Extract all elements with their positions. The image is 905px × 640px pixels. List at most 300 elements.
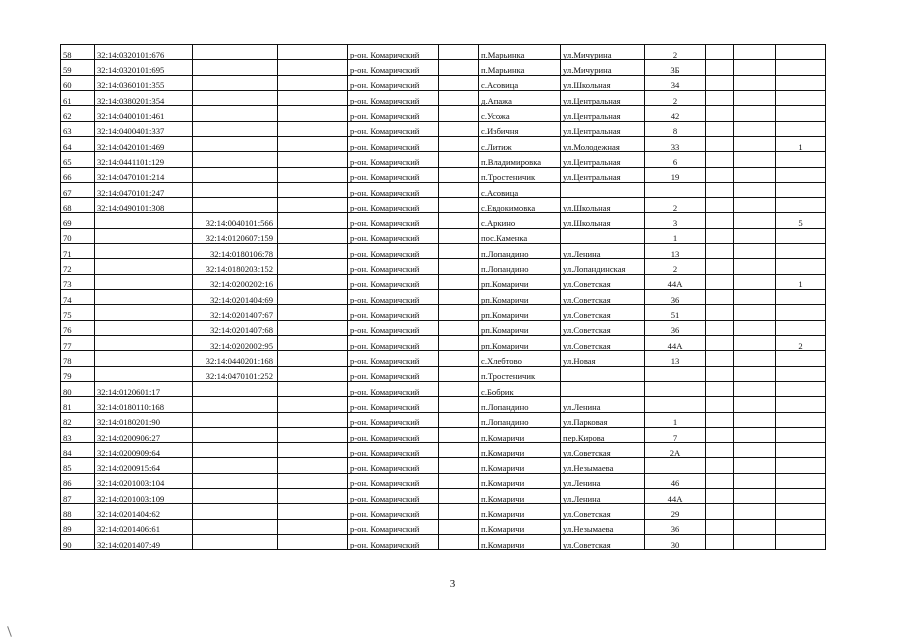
cell-num: 74 (61, 290, 95, 305)
cell-c8: 1 (645, 412, 706, 427)
cell-c1: 32:14:0490101:308 (95, 198, 193, 213)
cell-c10 (734, 198, 776, 213)
cell-c10 (734, 228, 776, 243)
cell-num: 89 (61, 519, 95, 534)
cell-c4: р-он. Комаричский (348, 427, 439, 442)
table-row (61, 60, 826, 75)
cell-c2 (193, 152, 278, 167)
cell-c1 (95, 366, 193, 381)
cell-c10 (734, 213, 776, 228)
cell-c6: с.Аркино (479, 213, 561, 228)
margin-mark (7, 626, 12, 637)
cell-c5 (439, 535, 479, 550)
cell-c7: ул.Школьная (561, 75, 645, 90)
cell-c7: ул.Центральная (561, 167, 645, 182)
cell-num: 71 (61, 244, 95, 259)
cell-c11 (776, 45, 826, 60)
cell-c1 (95, 351, 193, 366)
cell-c10 (734, 351, 776, 366)
cell-num: 87 (61, 489, 95, 504)
cell-num: 59 (61, 60, 95, 75)
cell-c4: р-он. Комаричский (348, 473, 439, 488)
cell-c6: д.Апажа (479, 90, 561, 105)
cell-c7: ул.Школьная (561, 213, 645, 228)
cell-c2 (193, 381, 278, 396)
cell-num: 62 (61, 106, 95, 121)
cell-c6: с.Усожа (479, 106, 561, 121)
cell-c11 (776, 458, 826, 473)
cell-c6: с.Избичня (479, 121, 561, 136)
cell-c7: ул.Советская (561, 274, 645, 289)
cell-num: 73 (61, 274, 95, 289)
table-row (61, 213, 826, 228)
cell-c1: 32:14:0470101:214 (95, 167, 193, 182)
cell-c8: 2 (645, 90, 706, 105)
cell-c11 (776, 381, 826, 396)
cell-c4: р-он. Комаричский (348, 274, 439, 289)
cell-c3 (278, 366, 348, 381)
table-row (61, 458, 826, 473)
cell-c6: пос.Каменка (479, 228, 561, 243)
cell-c8 (645, 381, 706, 396)
cell-c9 (706, 535, 734, 550)
cell-num: 88 (61, 504, 95, 519)
cell-c9 (706, 75, 734, 90)
cell-c10 (734, 152, 776, 167)
cell-c3 (278, 335, 348, 350)
cell-c3 (278, 443, 348, 458)
cell-c2: 32:14:0202002:95 (193, 335, 278, 350)
cell-c2: 32:14:0201407:67 (193, 305, 278, 320)
cell-c1: 32:14:0201003:104 (95, 473, 193, 488)
cell-c10 (734, 504, 776, 519)
cell-c2 (193, 443, 278, 458)
table-row (61, 351, 826, 366)
cell-c4: р-он. Комаричский (348, 45, 439, 60)
cell-c5 (439, 167, 479, 182)
cell-c4: р-он. Комаричский (348, 198, 439, 213)
cell-c11 (776, 106, 826, 121)
cell-c7: пер.Кирова (561, 427, 645, 442)
cell-c4: р-он. Комаричский (348, 167, 439, 182)
cell-c5 (439, 320, 479, 335)
cell-num: 84 (61, 443, 95, 458)
cell-c9 (706, 427, 734, 442)
table-row (61, 335, 826, 350)
cell-c1: 32:14:0320101:695 (95, 60, 193, 75)
cell-c7: ул.Парковая (561, 412, 645, 427)
cell-c1: 32:14:0420101:469 (95, 136, 193, 151)
table-row (61, 504, 826, 519)
cell-c6: п.Лопандино (479, 244, 561, 259)
cell-c7: ул.Новая (561, 351, 645, 366)
cell-c5 (439, 397, 479, 412)
cell-c3 (278, 473, 348, 488)
cell-c4: р-он. Комаричский (348, 504, 439, 519)
cell-c10 (734, 182, 776, 197)
cell-c3 (278, 504, 348, 519)
cell-c2: 32:14:0201404:69 (193, 290, 278, 305)
table-row (61, 90, 826, 105)
cell-c4: р-он. Комаричский (348, 290, 439, 305)
cell-c8: 36 (645, 320, 706, 335)
cell-c9 (706, 320, 734, 335)
cell-c10 (734, 106, 776, 121)
cell-num: 75 (61, 305, 95, 320)
cell-c5 (439, 90, 479, 105)
cell-c2 (193, 473, 278, 488)
cell-c4: р-он. Комаричский (348, 75, 439, 90)
cell-c6: п.Комаричи (479, 427, 561, 442)
cell-c1: 32:14:0400401:337 (95, 121, 193, 136)
cell-c9 (706, 381, 734, 396)
cell-c3 (278, 320, 348, 335)
cell-c11 (776, 244, 826, 259)
cell-c1 (95, 290, 193, 305)
cell-c3 (278, 427, 348, 442)
cell-c4: р-он. Комаричский (348, 213, 439, 228)
cell-num: 77 (61, 335, 95, 350)
cell-c2: 32:14:0440201:168 (193, 351, 278, 366)
cell-c5 (439, 45, 479, 60)
cell-c11 (776, 366, 826, 381)
table-row (61, 412, 826, 427)
cell-c8: 2А (645, 443, 706, 458)
table-row (61, 305, 826, 320)
table-row (61, 290, 826, 305)
cell-c2 (193, 182, 278, 197)
cell-c11 (776, 535, 826, 550)
cell-c7: ул.Центральная (561, 121, 645, 136)
cell-c2: 32:14:0040101:566 (193, 213, 278, 228)
cell-c6: п.Комаричи (479, 443, 561, 458)
cell-c6: рп.Комаричи (479, 320, 561, 335)
cell-c11 (776, 259, 826, 274)
cell-c2 (193, 45, 278, 60)
cell-c1: 32:14:0400101:461 (95, 106, 193, 121)
cell-c6: с.Бобрик (479, 381, 561, 396)
cell-c5 (439, 198, 479, 213)
cell-c3 (278, 351, 348, 366)
cell-c9 (706, 121, 734, 136)
cell-c8 (645, 397, 706, 412)
cell-c3 (278, 136, 348, 151)
cell-c5 (439, 290, 479, 305)
cell-c11 (776, 75, 826, 90)
page-number: 3 (449, 578, 456, 590)
cell-c11 (776, 427, 826, 442)
cell-c5 (439, 228, 479, 243)
cell-c9 (706, 106, 734, 121)
cell-c7 (561, 381, 645, 396)
cell-c3 (278, 228, 348, 243)
cell-c5 (439, 519, 479, 534)
table-row (61, 366, 826, 381)
cell-c1 (95, 320, 193, 335)
cell-c10 (734, 412, 776, 427)
cell-c3 (278, 397, 348, 412)
cell-c5 (439, 443, 479, 458)
cell-c6: с.Хлебтово (479, 351, 561, 366)
cell-c11 (776, 443, 826, 458)
cell-c4: р-он. Комаричский (348, 106, 439, 121)
cell-c2: 32:14:0200202:16 (193, 274, 278, 289)
cell-c7: ул.Лопандинская (561, 259, 645, 274)
cell-c9 (706, 259, 734, 274)
cell-c5 (439, 75, 479, 90)
table-row (61, 489, 826, 504)
cell-c5 (439, 213, 479, 228)
cell-c5 (439, 351, 479, 366)
cell-c3 (278, 167, 348, 182)
cell-c4: р-он. Комаричский (348, 381, 439, 396)
cell-c4: р-он. Комаричский (348, 320, 439, 335)
table-row (61, 45, 826, 60)
cell-c2 (193, 519, 278, 534)
cell-c6: п.Тростеничик (479, 167, 561, 182)
cell-num: 58 (61, 45, 95, 60)
cell-c1: 32:14:0201404:62 (95, 504, 193, 519)
cell-c8: 51 (645, 305, 706, 320)
cell-c1: 32:14:0200909:64 (95, 443, 193, 458)
cell-c10 (734, 443, 776, 458)
cell-c5 (439, 366, 479, 381)
cell-c5 (439, 121, 479, 136)
cell-c5 (439, 305, 479, 320)
cell-c2: 32:14:0180106:78 (193, 244, 278, 259)
cell-c2 (193, 412, 278, 427)
cell-c4: р-он. Комаричский (348, 535, 439, 550)
cell-c4: р-он. Комаричский (348, 305, 439, 320)
cell-c4: р-он. Комаричский (348, 228, 439, 243)
cell-c4: р-он. Комаричский (348, 152, 439, 167)
cell-c5 (439, 244, 479, 259)
cell-c7: ул.Незымаева (561, 519, 645, 534)
cell-c8 (645, 366, 706, 381)
cell-num: 83 (61, 427, 95, 442)
cell-c11 (776, 290, 826, 305)
cell-c10 (734, 121, 776, 136)
cell-c5 (439, 259, 479, 274)
cell-c10 (734, 75, 776, 90)
cell-c10 (734, 320, 776, 335)
cell-c9 (706, 198, 734, 213)
cell-num: 85 (61, 458, 95, 473)
cell-c9 (706, 351, 734, 366)
cell-c1 (95, 259, 193, 274)
cell-c8: 3 (645, 213, 706, 228)
cell-c7: ул.Ленина (561, 489, 645, 504)
cell-c10 (734, 366, 776, 381)
cell-c8: 44А (645, 335, 706, 350)
cell-c9 (706, 152, 734, 167)
cell-c8: 6 (645, 152, 706, 167)
cell-c5 (439, 473, 479, 488)
cell-c11 (776, 351, 826, 366)
cell-c5 (439, 136, 479, 151)
cell-c7: ул.Центральная (561, 106, 645, 121)
cell-c5 (439, 274, 479, 289)
cell-c9 (706, 443, 734, 458)
cell-c2: 32:14:0201407:68 (193, 320, 278, 335)
cell-c11 (776, 473, 826, 488)
cell-c3 (278, 45, 348, 60)
cell-c8: 19 (645, 167, 706, 182)
cell-c8: 30 (645, 535, 706, 550)
cell-c8: 7 (645, 427, 706, 442)
cell-c11 (776, 504, 826, 519)
cell-c11 (776, 182, 826, 197)
cell-c11 (776, 60, 826, 75)
cell-c11: 5 (776, 213, 826, 228)
cell-c2 (193, 489, 278, 504)
cell-c1 (95, 244, 193, 259)
registry-table (60, 44, 826, 550)
cell-c7: ул.Мичурина (561, 45, 645, 60)
cell-c8: 13 (645, 244, 706, 259)
cell-c2 (193, 427, 278, 442)
table-row (61, 75, 826, 90)
cell-c6: п.Марьинка (479, 60, 561, 75)
cell-c2: 32:14:0470101:252 (193, 366, 278, 381)
cell-c9 (706, 397, 734, 412)
table-row (61, 397, 826, 412)
cell-c7: ул.Ленина (561, 397, 645, 412)
cell-c4: р-он. Комаричский (348, 397, 439, 412)
cell-c7: ул.Советская (561, 504, 645, 519)
cell-c4: р-он. Комаричский (348, 90, 439, 105)
cell-c4: р-он. Комаричский (348, 259, 439, 274)
cell-c2 (193, 90, 278, 105)
cell-c2 (193, 106, 278, 121)
table-row (61, 136, 826, 151)
cell-c10 (734, 427, 776, 442)
cell-c7: ул.Мичурина (561, 60, 645, 75)
cell-c6: с.Асовица (479, 182, 561, 197)
cell-c10 (734, 167, 776, 182)
cell-c8: 33 (645, 136, 706, 151)
table-row (61, 473, 826, 488)
cell-c9 (706, 473, 734, 488)
cell-c3 (278, 381, 348, 396)
cell-num: 65 (61, 152, 95, 167)
cell-c8: 13 (645, 351, 706, 366)
cell-c11: 2 (776, 335, 826, 350)
cell-c4: р-он. Комаричский (348, 244, 439, 259)
cell-c5 (439, 458, 479, 473)
cell-c4: р-он. Комаричский (348, 489, 439, 504)
cell-c4: р-он. Комаричский (348, 519, 439, 534)
cell-c3 (278, 259, 348, 274)
cell-c9 (706, 136, 734, 151)
cell-c9 (706, 45, 734, 60)
cell-c1: 32:14:0441101:129 (95, 152, 193, 167)
table-row (61, 167, 826, 182)
cell-c5 (439, 60, 479, 75)
cell-c7: ул.Незымаева (561, 458, 645, 473)
cell-c10 (734, 136, 776, 151)
cell-c8: 3Б (645, 60, 706, 75)
cell-c3 (278, 106, 348, 121)
cell-c8: 34 (645, 75, 706, 90)
cell-c11 (776, 489, 826, 504)
cell-c11 (776, 397, 826, 412)
cell-c9 (706, 458, 734, 473)
cell-c6: рп.Комаричи (479, 290, 561, 305)
table-row (61, 259, 826, 274)
cell-c7: ул.Советская (561, 335, 645, 350)
cell-c1: 32:14:0180201:90 (95, 412, 193, 427)
table-row (61, 519, 826, 534)
cell-c4: р-он. Комаричский (348, 443, 439, 458)
cell-c9 (706, 60, 734, 75)
cell-num: 86 (61, 473, 95, 488)
table-row (61, 228, 826, 243)
cell-c6: п.Лопандино (479, 412, 561, 427)
cell-c9 (706, 274, 734, 289)
cell-c3 (278, 75, 348, 90)
cell-c2 (193, 535, 278, 550)
cell-c11 (776, 320, 826, 335)
cell-c10 (734, 60, 776, 75)
cell-c2 (193, 458, 278, 473)
cell-c2: 32:14:0180203:152 (193, 259, 278, 274)
cell-c8: 29 (645, 504, 706, 519)
cell-c1 (95, 274, 193, 289)
cell-c8: 36 (645, 519, 706, 534)
cell-c1: 32:14:0320101:676 (95, 45, 193, 60)
cell-num: 61 (61, 90, 95, 105)
cell-c2 (193, 75, 278, 90)
table-row (61, 198, 826, 213)
table-row (61, 427, 826, 442)
cell-c3 (278, 290, 348, 305)
cell-c5 (439, 106, 479, 121)
cell-num: 80 (61, 381, 95, 396)
cell-num: 68 (61, 198, 95, 213)
cell-c11 (776, 412, 826, 427)
cell-c9 (706, 519, 734, 534)
cell-c7: ул.Советская (561, 443, 645, 458)
cell-c3 (278, 458, 348, 473)
cell-c7: ул.Центральная (561, 90, 645, 105)
cell-c1: 32:14:0201406:61 (95, 519, 193, 534)
cell-c6: п.Комаричи (479, 473, 561, 488)
cell-c10 (734, 90, 776, 105)
cell-c8: 44А (645, 274, 706, 289)
cell-c10 (734, 473, 776, 488)
cell-c3 (278, 60, 348, 75)
cell-c6: п.Тростеничик (479, 366, 561, 381)
cell-c2 (193, 397, 278, 412)
cell-c4: р-он. Комаричский (348, 458, 439, 473)
cell-c9 (706, 244, 734, 259)
cell-c3 (278, 198, 348, 213)
cell-c8: 46 (645, 473, 706, 488)
cell-c4: р-он. Комаричский (348, 412, 439, 427)
cell-c11 (776, 152, 826, 167)
table-row (61, 274, 826, 289)
cell-num: 82 (61, 412, 95, 427)
cell-c10 (734, 259, 776, 274)
cell-c8 (645, 458, 706, 473)
table-row (61, 182, 826, 197)
cell-c2 (193, 136, 278, 151)
cell-c10 (734, 458, 776, 473)
cell-c2: 32:14:0120607:159 (193, 228, 278, 243)
cell-c1: 32:14:0201003:109 (95, 489, 193, 504)
table-row (61, 535, 826, 550)
